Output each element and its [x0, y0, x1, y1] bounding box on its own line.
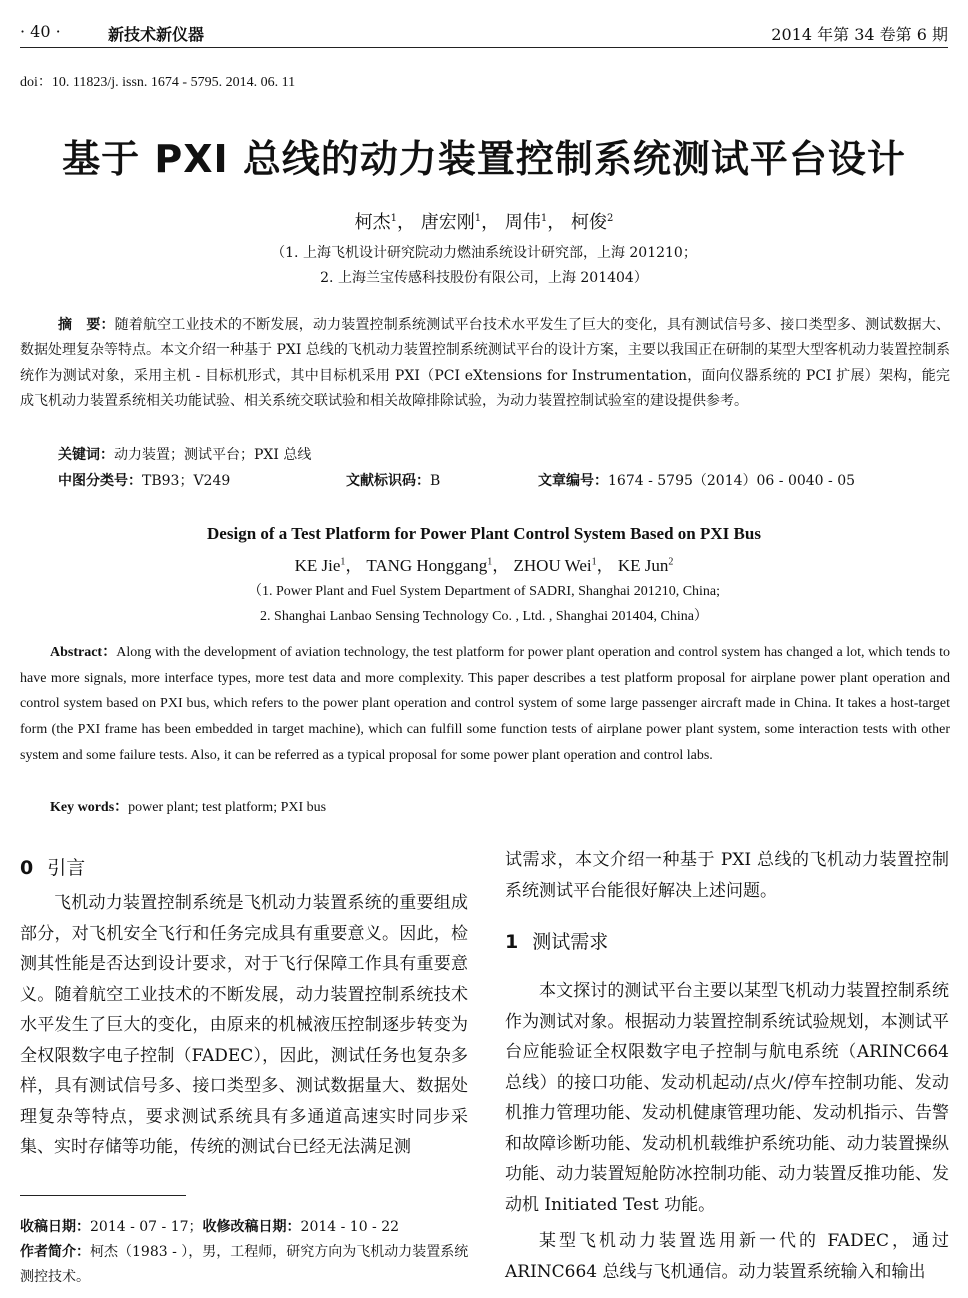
- clc-number: 中图分类号：TB93；V249: [58, 473, 231, 489]
- author-affiliation-mark: 1: [474, 213, 482, 224]
- abstract-en-label: Abstract：: [50, 645, 117, 660]
- classification-row: [58, 470, 948, 492]
- keywords-cn-text: 动力装置；测试平台；PXI 总线: [114, 447, 312, 463]
- abstract-cn-text: 随着航空工业技术的不断发展，动力装置控制系统测试平台技术水平发生了巨大的变化，具有测试信号多、接口类型多、测试数据大、数据处理复杂等特点。本文介绍一种基于 PXI 总线的飞机动力装置控制系统测试平台的设计方案，主要以我国正在研制的某型大型客机动力装置控制系统作为测试对象，采用主机 - 目标机形式，其中目标机采用 PXI（PCI eXtensions for Instrumentation，面向仪器系统的 PCI 扩展）架构，能完成飞机动力装置系统相关功能试验、相关系统交联试验和相关故障排除试验，为动力装置控制试验室的建设提供参考。: [20, 317, 951, 409]
- body-paragraph: 本文探讨的测试平台主要以某型飞机动力装置控制系统作为测试对象。根据动力装置控制系统试验规划，本测试平台应能验证全权限数字电子控制与航电系统（ARINC664 总线）的接口功能、发动机起动/点火/停车控制功能、发动机推力管理功能、发动机健康管理功能、发动机指示、告警和故障诊断功能、发动机机载维护系统功能、动力装置操纵功能、动力装置短舱防冰控制功能、动力装置反推功能、发动机 Initiated Test 功能。: [505, 981, 949, 1215]
- journal-name: 新技术新仪器: [108, 25, 205, 44]
- author-affiliation-mark: 1: [487, 556, 493, 568]
- header-rule: [20, 47, 948, 48]
- author-affiliation-mark: 1: [591, 556, 597, 568]
- author-name: TANG Honggang: [366, 556, 488, 575]
- author-name: KE Jun: [617, 556, 669, 575]
- left-column: [20, 848, 468, 1163]
- author-affiliation-mark: 1: [340, 556, 346, 568]
- body-paragraph: 某型飞机动力装置选用新一代的 FADEC，通过 ARINC664 总线与飞机通信。动力装置系统输入和输出: [505, 1231, 949, 1282]
- abstract-en-text: Along with the development of aviation technology, the test platform for power plant operation and control system has changed a lot, which tends to have more signals, more interface types, more test data and more complexity. This paper describes a test platform proposal for airplane power plant operation and control system based on PXI bus, which refers to the power plant operation and control system of some large passenger aircraft made in China. It takes a host-target form (the PXI frame has been embedded in target machine), which can fulfill some function tests of airplane power plant system, some interaction tests with other system and some failure tests. Also, it can be referred as a typical proposal for some power plant operation and control labs.: [20, 645, 950, 763]
- author-affiliation-mark: 2: [668, 556, 674, 568]
- author-affiliation-mark: 2: [606, 213, 614, 224]
- authors-cn: 柯杰$^1$， 唐宏刚$^1$， 周伟$^1$， 柯俊$^2$: [354, 212, 614, 233]
- keywords-cn-label: 关键词：: [58, 447, 114, 463]
- author-name: 柯杰: [354, 212, 391, 233]
- author-name: KE Jie: [294, 556, 341, 575]
- page-number: · 40 ·: [20, 22, 61, 41]
- keywords-en-label: Key words：: [50, 800, 129, 815]
- section-number: 1: [505, 931, 519, 953]
- section-title: 测试需求: [532, 931, 609, 953]
- author-name: 唐宏刚: [420, 212, 475, 233]
- volume-issue: 2014 年第 34 卷第 6 期: [771, 25, 948, 44]
- section-heading: [20, 848, 468, 888]
- document-code: 文献标识码：B: [346, 473, 441, 489]
- footnote-rule: [20, 1195, 186, 1196]
- affiliation-en: （1. Power Plant and Fuel System Department of SADRI, Shanghai 201210, China;: [247, 584, 721, 599]
- author-affiliation-mark: 1: [390, 213, 398, 224]
- section-number: 0: [20, 857, 34, 879]
- body-paragraph-continued: 试需求，本文介绍一种基于 PXI 总线的飞机动力装置控制系统测试平台能很好解决上述问题。: [505, 850, 949, 901]
- author-name: 柯俊: [570, 212, 607, 233]
- abstract-cn: [20, 313, 950, 414]
- keywords-en-text: power plant; test platform; PXI bus: [128, 800, 327, 815]
- right-column: [505, 845, 949, 1287]
- footnote-dates: 收稿日期：2014 - 07 - 17；收修改稿日期：2014 - 10 - 22: [20, 1219, 400, 1235]
- running-header: [20, 20, 948, 46]
- paper-title-en: Design of a Test Platform for Power Plant Control System Based on PXI Bus: [207, 524, 761, 543]
- affiliation-en: 2. Shanghai Lanbao Sensing Technology Co. , Ltd. , Shanghai 201404, China）: [260, 609, 708, 624]
- body-paragraph: 飞机动力装置控制系统是飞机动力装置系统的重要组成部分，对飞机安全飞行和任务完成具有重要意义。因此，检测其性能是否达到设计要求，对于飞行保障工作具有重要意义。随着航空工业技术的不断发展，动力装置控制系统技术水平发生了巨大的变化，由原来的机械液压控制逐步转变为全权限数字电子控制（FADEC），因此，测试任务也复杂多样，具有测试信号多、接口类型多、测试数据量大、数据处理复杂等特点，要求测试系统具有多通道高速实时同步采集、实时存储等功能，传统的测试台已经无法满足测: [20, 893, 468, 1157]
- section-title: 引言: [47, 857, 86, 879]
- author-name: ZHOU Wei: [513, 556, 592, 575]
- affiliation-cn: （1. 上海飞机设计研究院动力燃油系统设计研究部，上海 201210；: [271, 245, 697, 261]
- abstract-en: [20, 640, 950, 769]
- section-heading: [505, 922, 949, 962]
- doi: doi：10. 11823/j. issn. 1674 - 5795. 2014. 06. 11: [20, 75, 296, 90]
- article-number: 文章编号：1674 - 5795（2014）06 - 0040 - 05: [538, 473, 856, 489]
- author-name: 周伟: [504, 212, 541, 233]
- keywords-cn: [58, 444, 311, 464]
- footnote-bio: 作者简介：柯杰（1983 - ），男，工程师，研究方向为飞机动力装置系统测控技术。: [20, 1244, 469, 1285]
- abstract-cn-label: 摘 要：: [58, 317, 115, 333]
- affiliation-cn: 2. 上海兰宝传感科技股份有限公司，上海 201404）: [320, 270, 648, 286]
- keywords-en: [50, 796, 326, 816]
- paper-title-cn: 基于 PXI 总线的动力装置控制系统测试平台设计: [62, 137, 906, 181]
- authors-en: KE Jie$^1$， TANG Honggang$^1$， ZHOU Wei$^1$， KE Jun$^2$: [294, 556, 674, 575]
- author-affiliation-mark: 1: [540, 213, 548, 224]
